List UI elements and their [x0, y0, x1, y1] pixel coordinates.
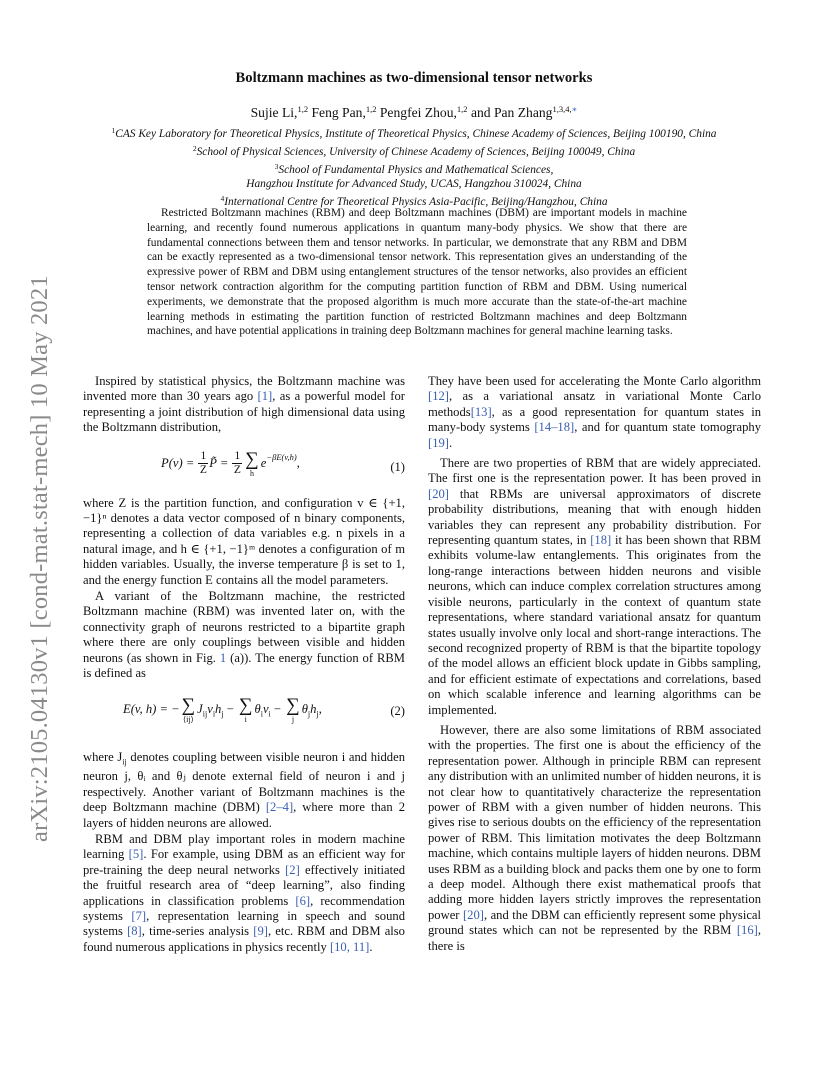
affiliation-line: $^2$School of Physical Sciences, University of Chinese Academy of Sciences, Beijing 100049, China — [192, 143, 636, 158]
corresponding-author-link[interactable]: ∗ — [571, 104, 578, 114]
abstract — [147, 206, 687, 339]
paragraph: where $J_{ij}$ denotes coupling between visible neuron i and hidden neuron j, θᵢ and θⱼ denote external field of neuron i and j respectively. Another variant of Boltzmann machines is the deep Boltzmann machine (DBM) [2–4], where more than 2 layers of hidden neurons are allowed. — [83, 749, 405, 830]
author-list — [0, 104, 828, 121]
citation-link[interactable]: [6] — [295, 893, 311, 908]
arxiv-identifier-stamp[interactable]: arXiv:2105.04130v1 [cond-mat.stat-mech] 10 May 2021 — [26, 275, 53, 842]
citation-link[interactable]: [20] — [462, 907, 484, 922]
affiliation-line: $^4$International Centre for Theoretical Physics Asia-Pacific, Beijing/Hangzhou, China — [220, 194, 608, 209]
affiliation-line: $^3$School of Fundamental Physics and Mathematical Sciences, — [274, 161, 554, 176]
figure-link[interactable]: 1 — [219, 650, 227, 665]
citation-link[interactable]: [8] — [127, 924, 142, 939]
author-name: Pengfei Zhou, — [379, 105, 457, 120]
paragraph: where Z is the partition function, and configuration v ∈ {+1, −1}ⁿ denotes a data vector composed of n binary components, representing a collection of data variables e.g. n pixels in a natural image, and h ∈ {+1, −1}ᵐ denotes a configuration of m hidden variables. Usually, the inverse temperature β is set to 1, and the energy function E contains all the model parameters. — [83, 495, 405, 587]
paragraph: RBM and DBM play important roles in modern machine learning [5]. For example, using DBM as an efficient way for pre-training the deep neural networks [2] effectively initiated the fruitful research area of “deep learning”, also finding applications in classification problems [6], recommendation systems [7], representation learning in speech and sound systems [8], time-series analysis [9], etc. RBM and DBM also found numerous applications in physics recently [10, 11]. — [83, 832, 405, 954]
author-name: Sujie Li, — [250, 105, 298, 120]
equation-1: P(v) = $\frac{1}{Z}$ P̃ = $\frac{1}{Z}$ ∑ h $e^{-\beta E(v,h)}$, (1) — [161, 448, 405, 478]
citation-link[interactable]: [9] — [253, 924, 268, 939]
paragraph: There are two properties of RBM that are widely appreciated. The first one is the representation power. It has been proved in [20] that RBMs are universal approximators of discrete probability distributions, meaning that with enough hidden variables they can represent any probability distribution. For representing quantum states, in [18] it has been shown that RBM exhibits volume-law entanglements. This originates from the long-range interactions between hidden neurons and visible neurons, which can induce complex correlation structures among visible neurons, particularly in the context of quantum state representations, where standard variational ansatz for quantum states usually involve only local and short-range interactions. The second recognized property of RBM is that the bipartite topology of the model allows an efficient block update in Gibbs sampling, and for efficient estimate of expectations and correlations, based on which scalable inference and learning algorithms can be implemented. — [428, 456, 761, 717]
author-name: and Pan Zhang — [470, 105, 553, 120]
paper-title: Boltzmann machines as two-dimensional tensor networks — [235, 70, 593, 86]
citation-link[interactable]: [2] — [285, 862, 300, 877]
author-affil-sup: 1,2 — [297, 104, 309, 114]
affiliation-list — [0, 124, 828, 210]
affiliation-line: $^1$CAS Key Laboratory for Theoretical Physics, Institute of Theoretical Physics, Chinese Academy of Sciences, Beijing 100190, China — [111, 126, 717, 140]
citation-link[interactable]: [7] — [131, 909, 147, 924]
citation-link[interactable]: [14–18] — [534, 420, 575, 435]
citation-link[interactable]: [5] — [128, 847, 144, 862]
citation-link[interactable]: [18] — [590, 533, 612, 548]
left-column — [83, 374, 405, 955]
paragraph: A variant of the Boltzmann machine, the restricted Boltzmann machine (RBM) was invented later on, with the connectivity graph of neurons restricted to a bipartite graph where there are only couplings between visible and hidden neurons (as shown in Fig. 1 (a)). The energy function of RBM is defined as — [83, 589, 405, 681]
citation-link[interactable]: [13] — [470, 404, 492, 419]
paragraph: Inspired by statistical physics, the Boltzmann machine was invented more than 30 years ago [1], as a powerful model for representing a joint distribution of high dimensional data using the Boltzmann distribution, — [83, 374, 405, 435]
author-name: Feng Pan, — [311, 105, 366, 120]
equation-2: E(v, h) = − ∑ ⟨ij⟩ $J_{ij}v_ih_j$ − ∑ i $\theta_iv_i$ − ∑ j $\theta_jh_j$, (2) — [123, 694, 405, 724]
citation-link[interactable]: [2–4] — [265, 800, 294, 815]
citation-link[interactable]: [10, 11] — [329, 939, 370, 954]
equation-number: (2) — [390, 703, 405, 718]
citation-link[interactable]: [19] — [428, 435, 449, 450]
equation-number: (1) — [390, 459, 405, 474]
citation-link[interactable]: [16] — [736, 923, 758, 938]
citation-link[interactable]: [12] — [428, 389, 449, 404]
author-affil-sup: 1,3,4,∗ — [552, 104, 578, 114]
citation-link[interactable]: [1] — [257, 389, 273, 404]
citation-link[interactable]: [20] — [428, 486, 449, 501]
author-affil-sup: 1,2 — [456, 104, 468, 114]
abstract-text: Restricted Boltzmann machines (RBM) and deep Boltzmann machines (DBM) are important models in machine learning, and recently found numerous applications in quantum many-body physics. We show that there are fundamental connections between them and tensor networks. In particular, we demonstrate that any RBM and DBM can be exactly represented as a two-dimensional tensor network. This representation gives an understanding of the expressive power of RBM and DBM using entanglement structures of the tensor networks, also provides an efficient tensor network contraction algorithm for the computing partition function of RBM and DBM. Using numerical experiments, we demonstrate that the proposed algorithm is much more accurate than the state-of-the-art machine learning methods in estimating the partition function of restricted Boltzmann machines and deep Boltzmann machines, and have potential applications in training deep Boltzmann machines for general machine learning tasks. — [147, 207, 687, 338]
affiliation-line: Hangzhou Institute for Advanced Study, UCAS, Hangzhou 310024, China — [246, 178, 582, 191]
paragraph: They have been used for accelerating the Monte Carlo algorithm [12], as a variational ansatz in variational Monte Carlo methods[13], as a good representation for quantum states in many-body systems [14–18], and for quantum state tomography [19]. — [428, 374, 761, 450]
right-column — [428, 374, 761, 954]
paragraph: However, there are also some limitations of RBM associated with the properties. The first one is about the efficiency of the representation power. Although in principle RBM can represent any distribution with an unlimited number of hidden neurons, it is not clear how to quantitatively characterize the representation power of RBM with a given number of hidden neurons. This gives rise to serious doubts on the efficiency of the representation power of RBM. This limitation motivates the deep Boltzmann machine, which contains multiple layers of hidden neurons. DBM uses RBM as a building block and packs them one by one to form a deep model. Although there exist mathematical proofs that adding more hidden layers strictly improves the representation power [20], and the DBM can efficiently represent some physical ground states which can not be represented by the RBM [16], there is — [428, 722, 761, 953]
author-affil-sup: 1,2 — [365, 104, 377, 114]
